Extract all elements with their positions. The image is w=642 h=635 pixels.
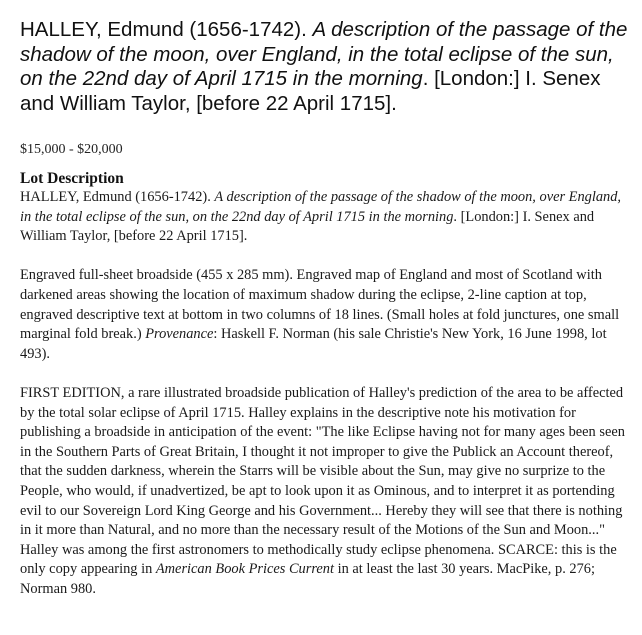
description-paragraph-physical: [20, 266, 632, 364]
physical-description: Engraved full-sheet broadside (455 x 285 mm). Engraved map of England and most of Scotland with darkened areas showing the location of maximum shadow during the eclipse, 2-line caption at top, engraved descriptive text at bottom in two columns of 18 lines. (Small holes at fold junctures, one small marginal fold break.): [20, 267, 620, 343]
provenance-text: : Haskell F. Norman (his sale Christie's New York, 16 June 1998, lot 493).: [20, 326, 607, 362]
notes-reference-title: American Book Prices Current: [155, 561, 334, 578]
title-author: HALLEY, Edmund (1656-1742).: [20, 18, 313, 41]
provenance-label: Provenance: [145, 326, 214, 343]
lot-title: [20, 18, 632, 116]
lot-description: [20, 188, 632, 599]
price-estimate: $15,000 - $20,000: [20, 142, 123, 157]
citation-imprint: . [London:] I. Senex and William Taylor, [before 22 April 1715].: [20, 208, 595, 245]
lot-page: [20, 18, 632, 599]
notes-references: in at least the last 30 years. MacPike, p. 276; Norman 980.: [20, 561, 595, 597]
lot-description-heading: Lot Description: [20, 170, 124, 187]
title-imprint: . [London:] I. Senex and William Taylor, [before 22 April 1715].: [20, 67, 601, 115]
description-paragraph-notes: [20, 384, 632, 600]
description-paragraph-citation: [20, 188, 632, 247]
notes-text: FIRST EDITION, a rare illustrated broadside publication of Halley's prediction of the area to be affected by the total solar eclipse of April 1715. Halley explains in the descriptive note his motivation for publishing a broadside in anticipation of the event: "The like Eclipse having not for many ages been seen in the Southern Parts of Great Britain, I thought it not improper to give the Publick an Account thereof, that the sudden darkness, wherein the Starrs will be visible about the Sun, may give no surprize to the People, who would, if unadvertized, be apt to look upon it as Ominous, and to interpret it as portending evil to our Sovereign Lord King George and his Government... Hereby they will see that there is nothing in it more than Natural, and no more than the necessary result of the Motions of the Sun and Moon..." Halley was among the first astronomers to methodically study eclipse phenomena. SCARCE: this is the only copy appearing in: [20, 384, 625, 578]
title-work: A description of the passage of the shadow of the moon, over England, in the total eclipse of the sun, on the 22nd day of April 1715 in the morning: [20, 18, 628, 90]
citation-author: HALLEY, Edmund (1656-1742).: [20, 189, 215, 205]
citation-work: A description of the passage of the shadow of the moon, over England, in the total eclipse of the sun, on the 22nd day of April 1715 in the morning: [20, 189, 622, 225]
